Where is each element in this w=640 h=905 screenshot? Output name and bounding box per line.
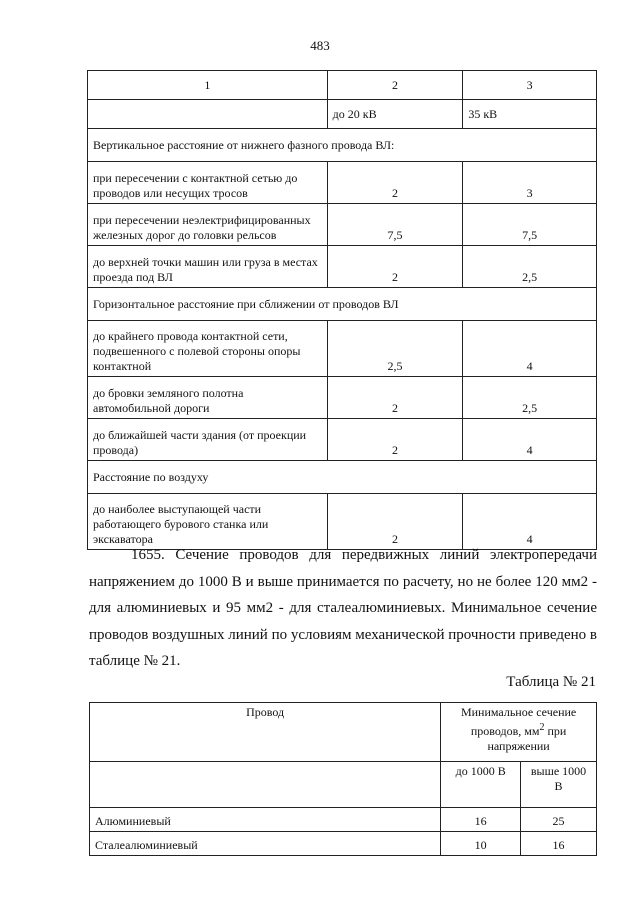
min-cross-section-table xyxy=(89,702,597,856)
header-section-text: Минимальное сечение проводов, мм xyxy=(460,705,577,738)
row-value-35kv: 2,5 xyxy=(463,377,597,419)
col-number-2: 2 xyxy=(327,71,463,100)
section-row xyxy=(88,461,597,494)
row-label: до верхней точки машин или груза в местах проезда под ВЛ xyxy=(88,246,328,288)
section-row xyxy=(88,288,597,321)
voltage-header-35kv: 35 кВ xyxy=(463,100,597,129)
section-title-vertical: Вертикальное расстояние от нижнего фазного провода ВЛ: xyxy=(88,129,597,162)
header-section-text-end: при напряжении xyxy=(487,724,567,753)
row-value-35kv: 7,5 xyxy=(463,204,597,246)
value-high-voltage: 25 xyxy=(521,808,597,832)
row-label: до наиболее выступающей части работающего бурового станка или экскаватора xyxy=(88,494,328,550)
row-value-20kv: 7,5 xyxy=(327,204,463,246)
value-low-voltage: 10 xyxy=(441,832,521,856)
subheader-row xyxy=(90,762,597,808)
table-row xyxy=(88,377,597,419)
table-row xyxy=(88,204,597,246)
voltage-blank-cell xyxy=(88,100,328,129)
section-title-air: Расстояние по воздуху xyxy=(88,461,597,494)
row-value-35kv: 4 xyxy=(463,321,597,377)
value-low-voltage: 16 xyxy=(441,808,521,832)
page-number: 483 xyxy=(310,38,330,53)
section-row xyxy=(88,129,597,162)
wire-type: Сталеалюминиевый xyxy=(90,832,441,856)
header-section-superscript: 2 xyxy=(539,722,545,733)
row-value-20kv: 2 xyxy=(327,246,463,288)
header-wire: Провод xyxy=(90,703,441,762)
row-value-35kv: 4 xyxy=(463,494,597,550)
voltage-header-20kv: до 20 кВ xyxy=(327,100,463,129)
row-value-35kv: 4 xyxy=(463,419,597,461)
table-row xyxy=(88,419,597,461)
header-min-section xyxy=(441,703,597,762)
row-value-20kv: 2 xyxy=(327,419,463,461)
subheader-high-voltage: выше 1000 В xyxy=(521,762,597,808)
row-value-20kv: 2,5 xyxy=(327,321,463,377)
row-value-20kv: 2 xyxy=(327,377,463,419)
row-label: при пересечении с контактной сетью до проводов или несущих тросов xyxy=(88,162,328,204)
row-label: до ближайшей части здания (от проекции провода) xyxy=(88,419,328,461)
clearance-table xyxy=(87,70,597,550)
voltage-row xyxy=(88,100,597,129)
row-value-35kv: 2,5 xyxy=(463,246,597,288)
section-title-horizontal: Горизонтальное расстояние при сближении от проводов ВЛ xyxy=(88,288,597,321)
col-number-3: 3 xyxy=(463,71,597,100)
paragraph-text: 1655. Сечение проводов для передвижных линий электропередачи напряжением до 1000 В и выше принимается по расчету, но не более 120 мм2 - для алюминиевых и 95 мм2 - для сталеалюминиевых. Минимальное сечение проводов воздушных линий по условиям механической прочности приведено в таблице № 21. xyxy=(89,547,597,669)
header-row xyxy=(90,703,597,762)
row-label: до бровки земляного полотна автомобильной дороги xyxy=(88,377,328,419)
table-row xyxy=(88,162,597,204)
section-1655-paragraph xyxy=(89,542,597,675)
value-high-voltage: 16 xyxy=(521,832,597,856)
subheader-low-voltage: до 1000 В xyxy=(441,762,521,808)
row-value-20kv: 2 xyxy=(327,494,463,550)
row-label: при пересечении неэлектрифицированных железных дорог до головки рельсов xyxy=(88,204,328,246)
column-number-row xyxy=(88,71,597,100)
table-row xyxy=(90,832,597,856)
row-value-20kv: 2 xyxy=(327,162,463,204)
row-label: до крайнего провода контактной сети, подвешенного с полевой стороны опоры контактной xyxy=(88,321,328,377)
col-number-1: 1 xyxy=(88,71,328,100)
table-row xyxy=(88,321,597,377)
wire-type: Алюминиевый xyxy=(90,808,441,832)
row-value-35kv: 3 xyxy=(463,162,597,204)
table-21-caption: Таблица № 21 xyxy=(506,674,596,690)
table-row xyxy=(88,246,597,288)
table-row xyxy=(90,808,597,832)
subheader-blank-cell xyxy=(90,762,441,808)
